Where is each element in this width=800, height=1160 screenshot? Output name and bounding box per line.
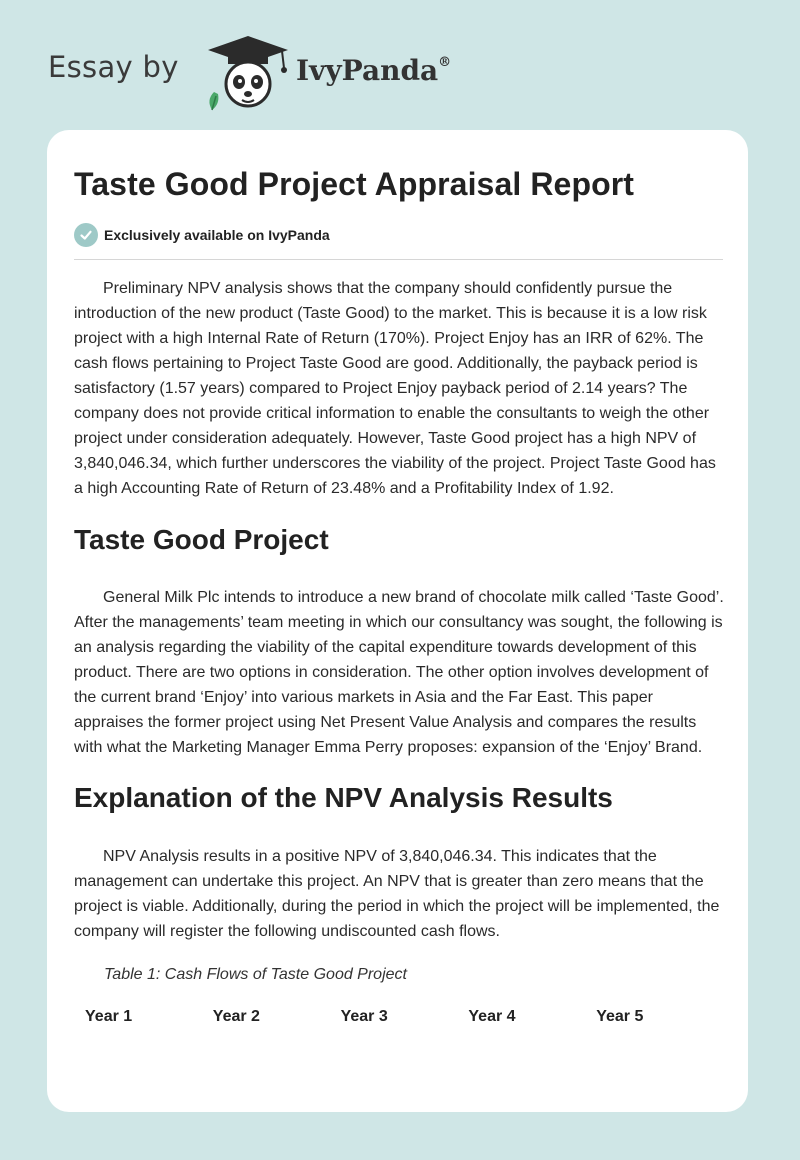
registered-mark: ® [438, 54, 452, 70]
section-paragraph-npv-results: NPV Analysis results in a positive NPV of 3,840,046.34. This indicates that the management can undertake this project. An NPV that is greater than zero means that the project is viable. Additionally, during the period in which the project will be implemented, the company will register the following undiscounted cash flows. [74, 848, 720, 940]
brand-name-text: IvyPanda [296, 54, 439, 87]
article-content [74, 164, 724, 1028]
checkmark-icon [74, 223, 98, 247]
table-header-cell: Year 5 [596, 1008, 644, 1025]
essay-by-label: Essay by [48, 50, 179, 84]
divider [74, 259, 723, 260]
table-header-cell: Year 2 [212, 1008, 260, 1025]
table-header-cell: Year 4 [468, 1008, 516, 1025]
section-heading-taste-good: Taste Good Project [74, 524, 329, 555]
table-header-cell: Year 1 [85, 1008, 133, 1025]
section-heading-npv-results: Explanation of the NPV Analysis Results [74, 782, 613, 813]
table-caption: Table 1: Cash Flows of Taste Good Project [104, 966, 407, 983]
site-header [48, 30, 748, 110]
exclusive-badge [74, 222, 724, 248]
table-header-row [74, 1006, 724, 1028]
section-paragraph-taste-good: General Milk Plc intends to introduce a new brand of chocolate milk called ‘Taste Good’. After the managements’ team meeting in which our consultancy was sought, the following is an analysis regarding the viability of the capital expenditure towards development of this product. There are two options in consideration. The other option involves development of the current brand ‘Enjoy’ into various markets in Asia and the Far East. This paper appraises the former project using Net Present Value Analysis and compares the results with what the Marketing Manager Emma Perry proposes: expansion of the ‘Enjoy’ Brand. [74, 589, 724, 756]
exclusive-label: Exclusively available on IvyPanda [104, 227, 330, 243]
article-card [47, 130, 748, 1112]
ivypanda-logo-icon[interactable] [202, 34, 294, 114]
page-title: Taste Good Project Appraisal Report [74, 166, 635, 202]
table-header-cell: Year 3 [340, 1008, 388, 1025]
intro-paragraph: Preliminary NPV analysis shows that the company should confidently pursue the introduction of the new product (Taste Good) to the market. This is because it is a low risk project with a high Internal Rate of Return (170%). Project Enjoy has an IRR of 62%. The cash flows pertaining to Project Taste Good are good. Additionally, the payback period is satisfactory (1.57 years) compared to Project Enjoy payback period of 2.14 years? The company does not provide critical information to enable the consultants to weigh the other project under consideration adequately. However, Taste Good project has a high NPV of 3,840,046.34, which further underscores the viability of the project. Project Taste Good has a high Accounting Rate of Return of 23.48% and a Profitability Index of 1.92. [74, 280, 716, 497]
brand-name[interactable] [296, 54, 451, 87]
